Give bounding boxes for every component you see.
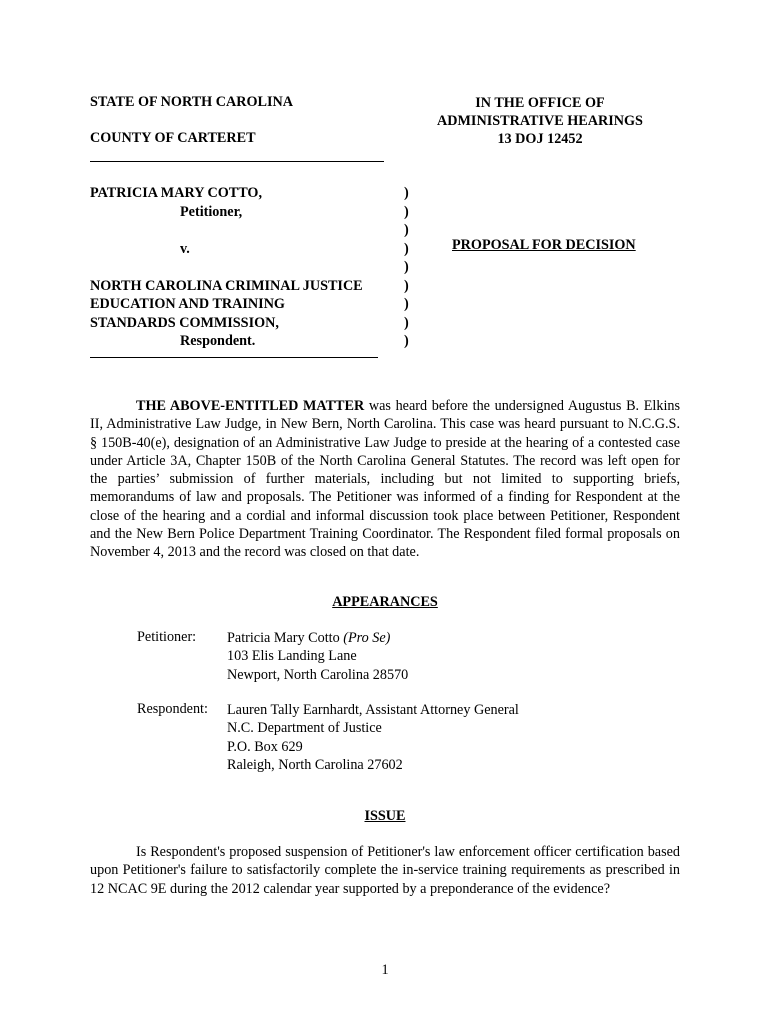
paren: )	[404, 240, 409, 257]
petitioner-label: Petitioner:	[137, 629, 197, 645]
petitioner-contact	[227, 629, 408, 684]
office-line-1: IN THE OFFICE OF	[475, 95, 605, 111]
respondent-contact	[227, 701, 519, 774]
petitioner-address-1: 103 Elis Landing Lane	[227, 648, 357, 665]
respondent-name-line-3: STANDARDS COMMISSION,	[90, 314, 279, 331]
state-label: STATE OF NORTH CAROLINA	[90, 94, 294, 110]
paren: )	[404, 296, 409, 312]
intro-text: was heard before the undersigned Augustus B. Elkins II, Administrative Law Judge, in New Bern, North Carolina. This case was heard pursuant to N.C.G.S. § 150B-40(e), designation of an Administrative Law Judge to preside at the hearing of a contested case under Article 3A, Chapter 150B of the North Carolina General Statutes. The record was left open for the parties’ submission of further materials, including but not limited to supporting briefs, memorandums of law and proposals. The Petitioner was informed of a finding for Respondent at the close of the hearing and a cordial and informal discussion took place between Petitioner, Respondent and the New Bern Police Department Training Coordinator. The Respondent filed formal proposals on November 4, 2013 and the record was closed on that date.	[90, 398, 680, 561]
paren: )	[404, 185, 409, 201]
issue-heading: ISSUE	[364, 808, 406, 824]
paren: )	[404, 259, 409, 275]
pro-se-note: (Pro Se)	[343, 630, 391, 646]
petitioner-name: PATRICIA MARY COTTO,	[90, 185, 262, 201]
office-line-2: ADMINISTRATIVE HEARINGS	[437, 113, 643, 129]
respondent-contact-name: Lauren Tally Earnhardt, Assistant Attorney General	[227, 702, 519, 718]
caption-bottom-rule	[90, 357, 378, 358]
respondent-address-1: P.O. Box 629	[227, 738, 303, 755]
intro-paragraph	[90, 397, 680, 562]
petitioner-address-2: Newport, North Carolina 28570	[227, 666, 409, 683]
respondent-org: N.C. Department of Justice	[227, 720, 382, 737]
paren: )	[404, 314, 409, 331]
case-caption	[90, 184, 363, 351]
office-block	[395, 94, 685, 148]
county-label: COUNTY OF CARTERET	[90, 130, 256, 146]
document-title: PROPOSAL FOR DECISION	[452, 237, 636, 253]
caption-spacer	[90, 221, 363, 240]
intro-lead: THE ABOVE-ENTITLED MATTER	[136, 398, 365, 414]
petitioner-contact-name-text: Patricia Mary Cotto	[227, 630, 344, 646]
issue-paragraph	[90, 843, 680, 898]
paren: )	[404, 222, 409, 238]
paren: )	[404, 203, 409, 220]
case-number: 13 DOJ 12452	[497, 131, 583, 147]
appearances-heading: APPEARANCES	[332, 594, 438, 610]
issue-text: Is Respondent's proposed suspension of Petitioner's law enforcement officer certification based upon Petitioner's failure to satisfactorily complete the in-service training requirements as prescribed in 12 NCAC 9E during the 2012 calendar year supported by a preponderance of the evidence?	[90, 844, 680, 897]
paren: )	[404, 277, 409, 294]
petitioner-role: Petitioner,	[180, 203, 243, 220]
paren: )	[404, 333, 409, 349]
page-number: 1	[381, 962, 389, 978]
respondent-name-line-1: NORTH CAROLINA CRIMINAL JUSTICE	[90, 277, 363, 294]
respondent-name-line-2: EDUCATION AND TRAINING	[90, 296, 285, 312]
caption-spacer	[90, 258, 363, 277]
respondent-label: Respondent:	[137, 701, 208, 717]
respondent-address-2: Raleigh, North Carolina 27602	[227, 756, 403, 773]
caption-parentheses	[404, 184, 409, 351]
petitioner-contact-name	[227, 629, 408, 647]
caption-top-rule	[90, 161, 384, 162]
respondent-role: Respondent.	[180, 333, 256, 349]
versus: v.	[180, 240, 190, 257]
